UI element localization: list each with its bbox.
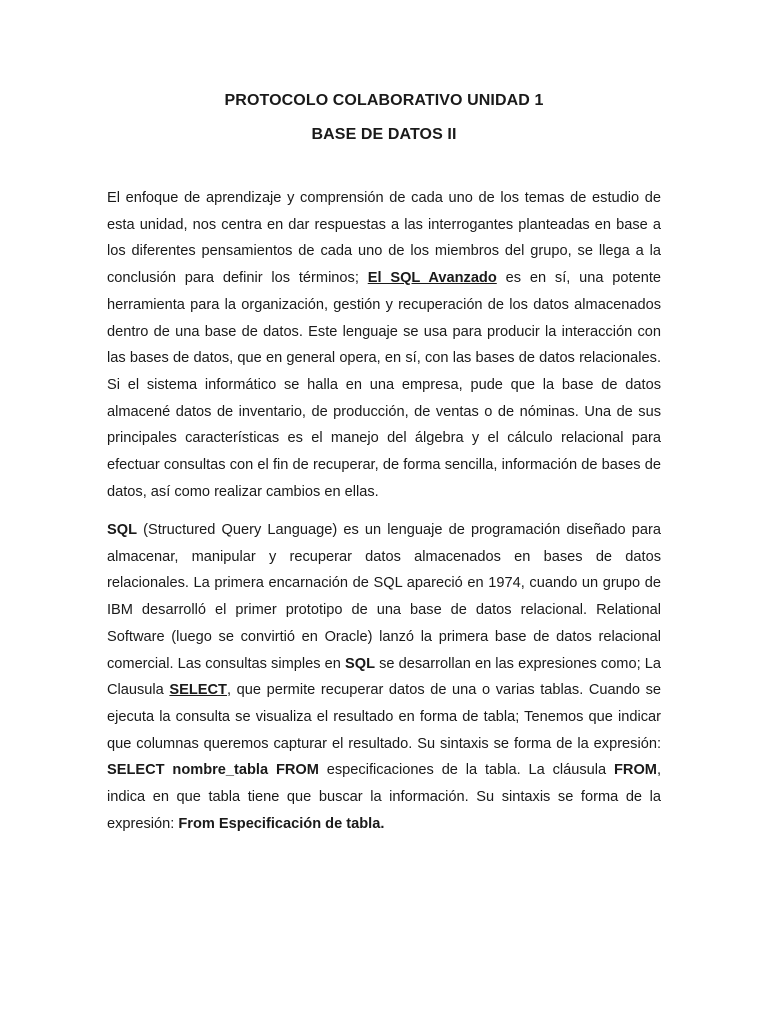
paragraph-sql-text-c: , que permite recuperar datos de una o varias tablas. Cuando se ejecuta la consulta se visualiza el resultado en forma de tabla; Tenemos que indicar que columnas queremos capturar el resultado. Su sintaxis se forma de la expresión:	[107, 682, 661, 752]
paragraph-sql-text-e: , indica en que tabla tiene que buscar la información. Su sintaxis se forma de la expresión:	[107, 762, 662, 832]
paragraph-intro-text-b: es en sí, una potente herramienta para la organización, gestión y recuperación de los datos almacenados dentro de una base de datos. Este lenguaje se usa para producir la interacción con las bases de datos, que en general opera, en sí, con las bases de datos relacionales. Si el sistema informático se halla en una empresa, pude que la base de datos almacené datos de inventario, de producción, de ventas o de nóminas. Una de sus principales características es el manejo del álgebra y el cálculo relacional para efectuar consultas con el fin de recuperar, de forma sencilla, información de bases de datos, así como realizar cambios en ellas.	[107, 270, 661, 500]
paragraph-intro	[107, 185, 661, 505]
term-sql-avanzado: El SQL Avanzado	[367, 270, 497, 287]
term-select: SELECT	[169, 682, 227, 699]
paragraph-sql-text-b: se desarrollan en las expresiones como; La Clausula	[107, 655, 661, 699]
paragraph-sql-text-d: especificaciones de la tabla. La cláusula	[318, 762, 614, 779]
term-from: FROM	[613, 762, 657, 779]
document-subtitle: BASE DE DATOS II	[311, 126, 457, 143]
term-select-syntax: SELECT nombre_tabla FROM	[107, 762, 319, 779]
term-sql-2: SQL	[344, 655, 375, 672]
paragraph-sql-text-a: (Structured Query Language) es un lenguaje de programación diseñado para almacenar, manipular y recuperar datos almacenados en bases de datos relacionales. La primera encarnación de SQL apareció en 1974, cuando un grupo de IBM desarrolló el primer prototipo de una base de datos relacional. Relational Software (luego se convirtió en Oracle) lanzó la primera base de datos relacional comercial. Las consultas simples en	[107, 522, 661, 672]
term-sql: SQL	[107, 522, 137, 538]
paragraph-intro-text-a: El enfoque de aprendizaje y comprensión de cada uno de los temas de estudio de esta unidad, nos centra en dar respuestas a las interrogantes planteadas en base a los diferentes pensamientos de cada uno de los miembros del grupo, se llega a la conclusión para definir los términos;	[107, 190, 661, 287]
document-title: PROTOCOLO COLABORATIVO UNIDAD 1	[224, 92, 544, 109]
paragraph-sql	[107, 517, 661, 837]
term-from-syntax: From Especificación de tabla.	[178, 815, 385, 832]
